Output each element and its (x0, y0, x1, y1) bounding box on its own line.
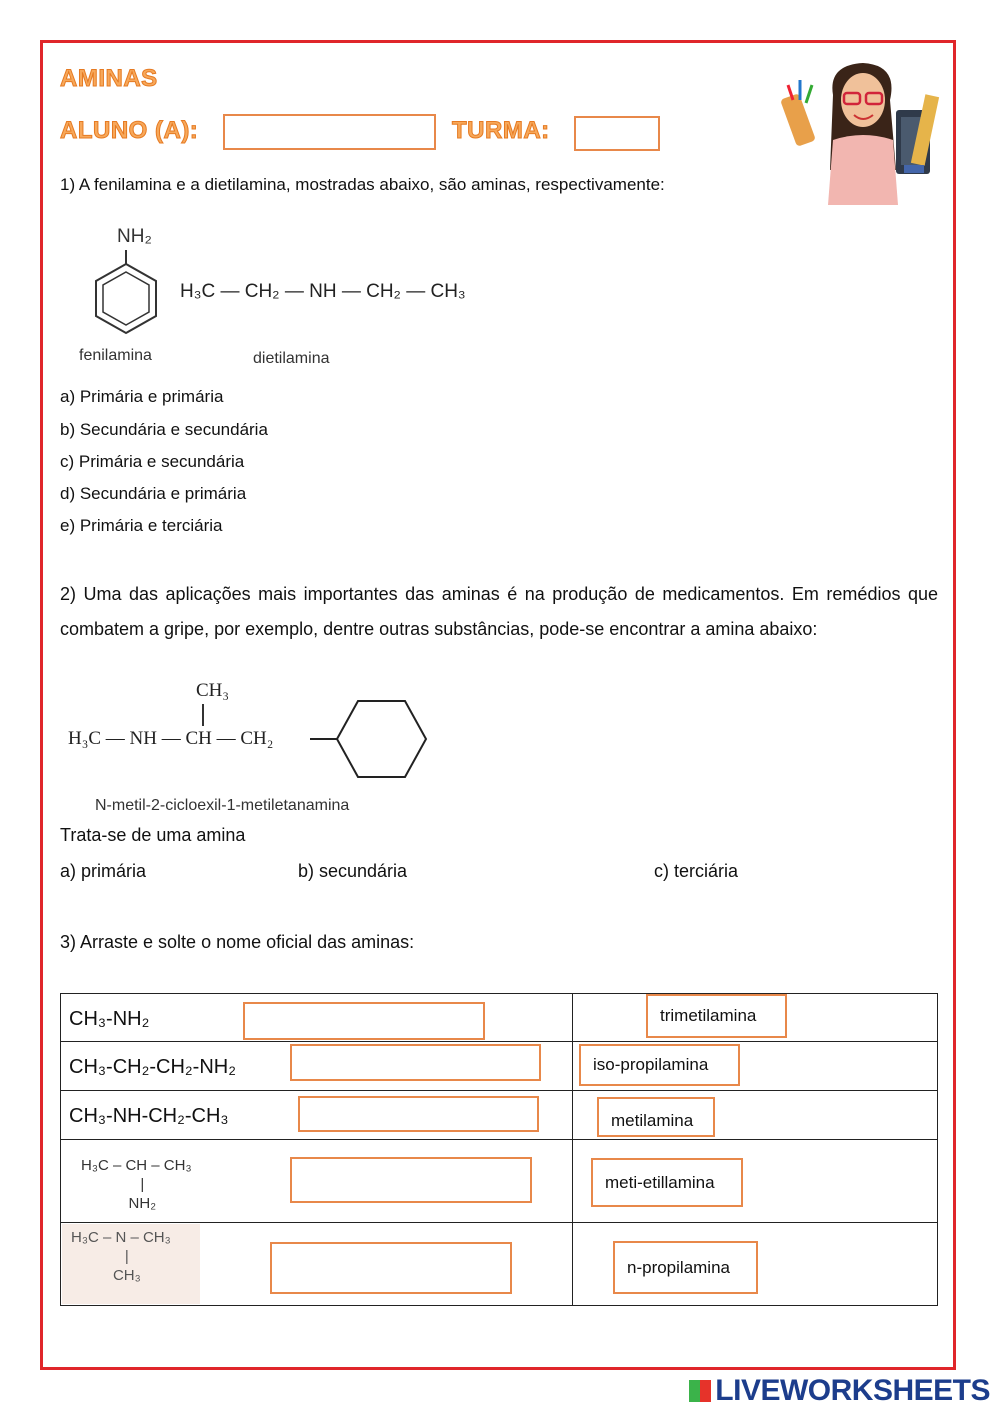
class-label: TURMA: (452, 117, 550, 144)
formula-cell (61, 1140, 573, 1223)
page-title: AMINAS (60, 65, 158, 92)
q1-option-d[interactable]: d) Secundária e primária (60, 484, 247, 503)
liveworksheets-logo-icon (689, 1380, 711, 1402)
formula-cell (61, 994, 573, 1042)
q1-option-c[interactable]: c) Primária e secundária (60, 452, 245, 471)
isopropylamine-line1: H₃C – CH – CH₃ (81, 1157, 192, 1174)
trimethylamine-ch3: CH₃ (112, 1267, 141, 1284)
question-2-text: 2) Uma das aplicações mais importantes das aminas é na produção de medicamentos. Em remédios que combatem a gripe, por exemplo, dentre outras substâncias, pode-se encontrar a amina abaixo: (60, 584, 938, 639)
isopropylamine-nh2: NH₂ (128, 1195, 157, 1212)
formula-cell (61, 1223, 573, 1306)
answer-meti-etillamina[interactable]: meti-etillamina (591, 1158, 743, 1207)
class-input[interactable] (574, 116, 660, 151)
answer-cell (573, 1091, 938, 1140)
answer-cell (573, 1042, 938, 1091)
student-name-input[interactable] (223, 114, 436, 150)
answer-metilamina[interactable]: metilamina (597, 1097, 715, 1137)
q2-ch3-top: CH₃ (196, 680, 230, 701)
drop-zone-5[interactable] (270, 1242, 512, 1294)
benzene-ring (88, 250, 164, 340)
q2-chain-formula: H₃C — NH — CH — CH₂ (68, 728, 274, 749)
formula-cell (61, 1042, 573, 1091)
formula-propylamine: CH₃-CH₂-CH₂-NH₂ (69, 1056, 236, 1078)
drop-zone-1[interactable] (243, 1002, 485, 1040)
answer-trimetilamina[interactable]: trimetilamina (646, 994, 787, 1038)
teacher-illustration (778, 55, 948, 210)
formula-isopropylamine (81, 1156, 192, 1213)
q1-option-e[interactable]: e) Primária e terciária (60, 516, 223, 535)
drop-zone-2[interactable] (290, 1044, 541, 1081)
student-label: ALUNO (A): (60, 117, 199, 144)
q2-option-c[interactable]: c) terciária (654, 861, 739, 881)
drop-zone-3[interactable] (298, 1096, 539, 1132)
liveworksheets-logo (689, 1374, 990, 1408)
matching-table (60, 993, 938, 1306)
q2-molecule-name: N-metil-2-cicloexil-1-metiletanamina (95, 797, 350, 814)
fenilamina-nh2-label: NH₂ (117, 226, 152, 247)
answer-cell (573, 1223, 938, 1306)
q2-option-a[interactable]: a) primária (60, 861, 147, 881)
cyclohexane-ring (305, 698, 430, 782)
q2-option-b[interactable]: b) secundária (298, 861, 408, 881)
q2-prompt: Trata-se de uma amina (60, 825, 246, 845)
q2-bond-vertical (202, 704, 204, 726)
formula-methylamine: CH₃-NH₂ (69, 1008, 150, 1030)
answer-cell (573, 1140, 938, 1223)
question-1-text: 1) A fenilamina e a dietilamina, mostradas abaixo, são aminas, respectivamente: (60, 175, 665, 194)
fenilamina-label: fenilamina (79, 347, 152, 364)
trimethylamine-bond: | (124, 1248, 129, 1265)
dietilamina-formula: H₃C — CH₂ — NH — CH₂ — CH₃ (180, 281, 466, 302)
q1-option-b[interactable]: b) Secundária e secundária (60, 420, 268, 439)
isopropylamine-bond: | (140, 1176, 145, 1193)
trimethylamine-line1: H₃C – N – CH₃ (71, 1229, 171, 1246)
formula-ethylmethylamine: CH₃-NH-CH₂-CH₃ (69, 1105, 229, 1127)
q1-option-a[interactable]: a) Primária e primária (60, 387, 224, 406)
formula-trimethylamine (71, 1228, 171, 1285)
question-3-text: 3) Arraste e solte o nome oficial das aminas: (60, 932, 415, 952)
drop-zone-4[interactable] (290, 1157, 532, 1203)
dietilamina-label: dietilamina (253, 350, 330, 367)
liveworksheets-brand-text: LIVEWORKSHEETS (715, 1374, 990, 1407)
formula-cell (61, 1091, 573, 1140)
answer-cell (573, 994, 938, 1042)
answer-iso-propilamina[interactable]: iso-propilamina (579, 1044, 740, 1086)
answer-n-propilamina[interactable]: n-propilamina (613, 1241, 758, 1294)
